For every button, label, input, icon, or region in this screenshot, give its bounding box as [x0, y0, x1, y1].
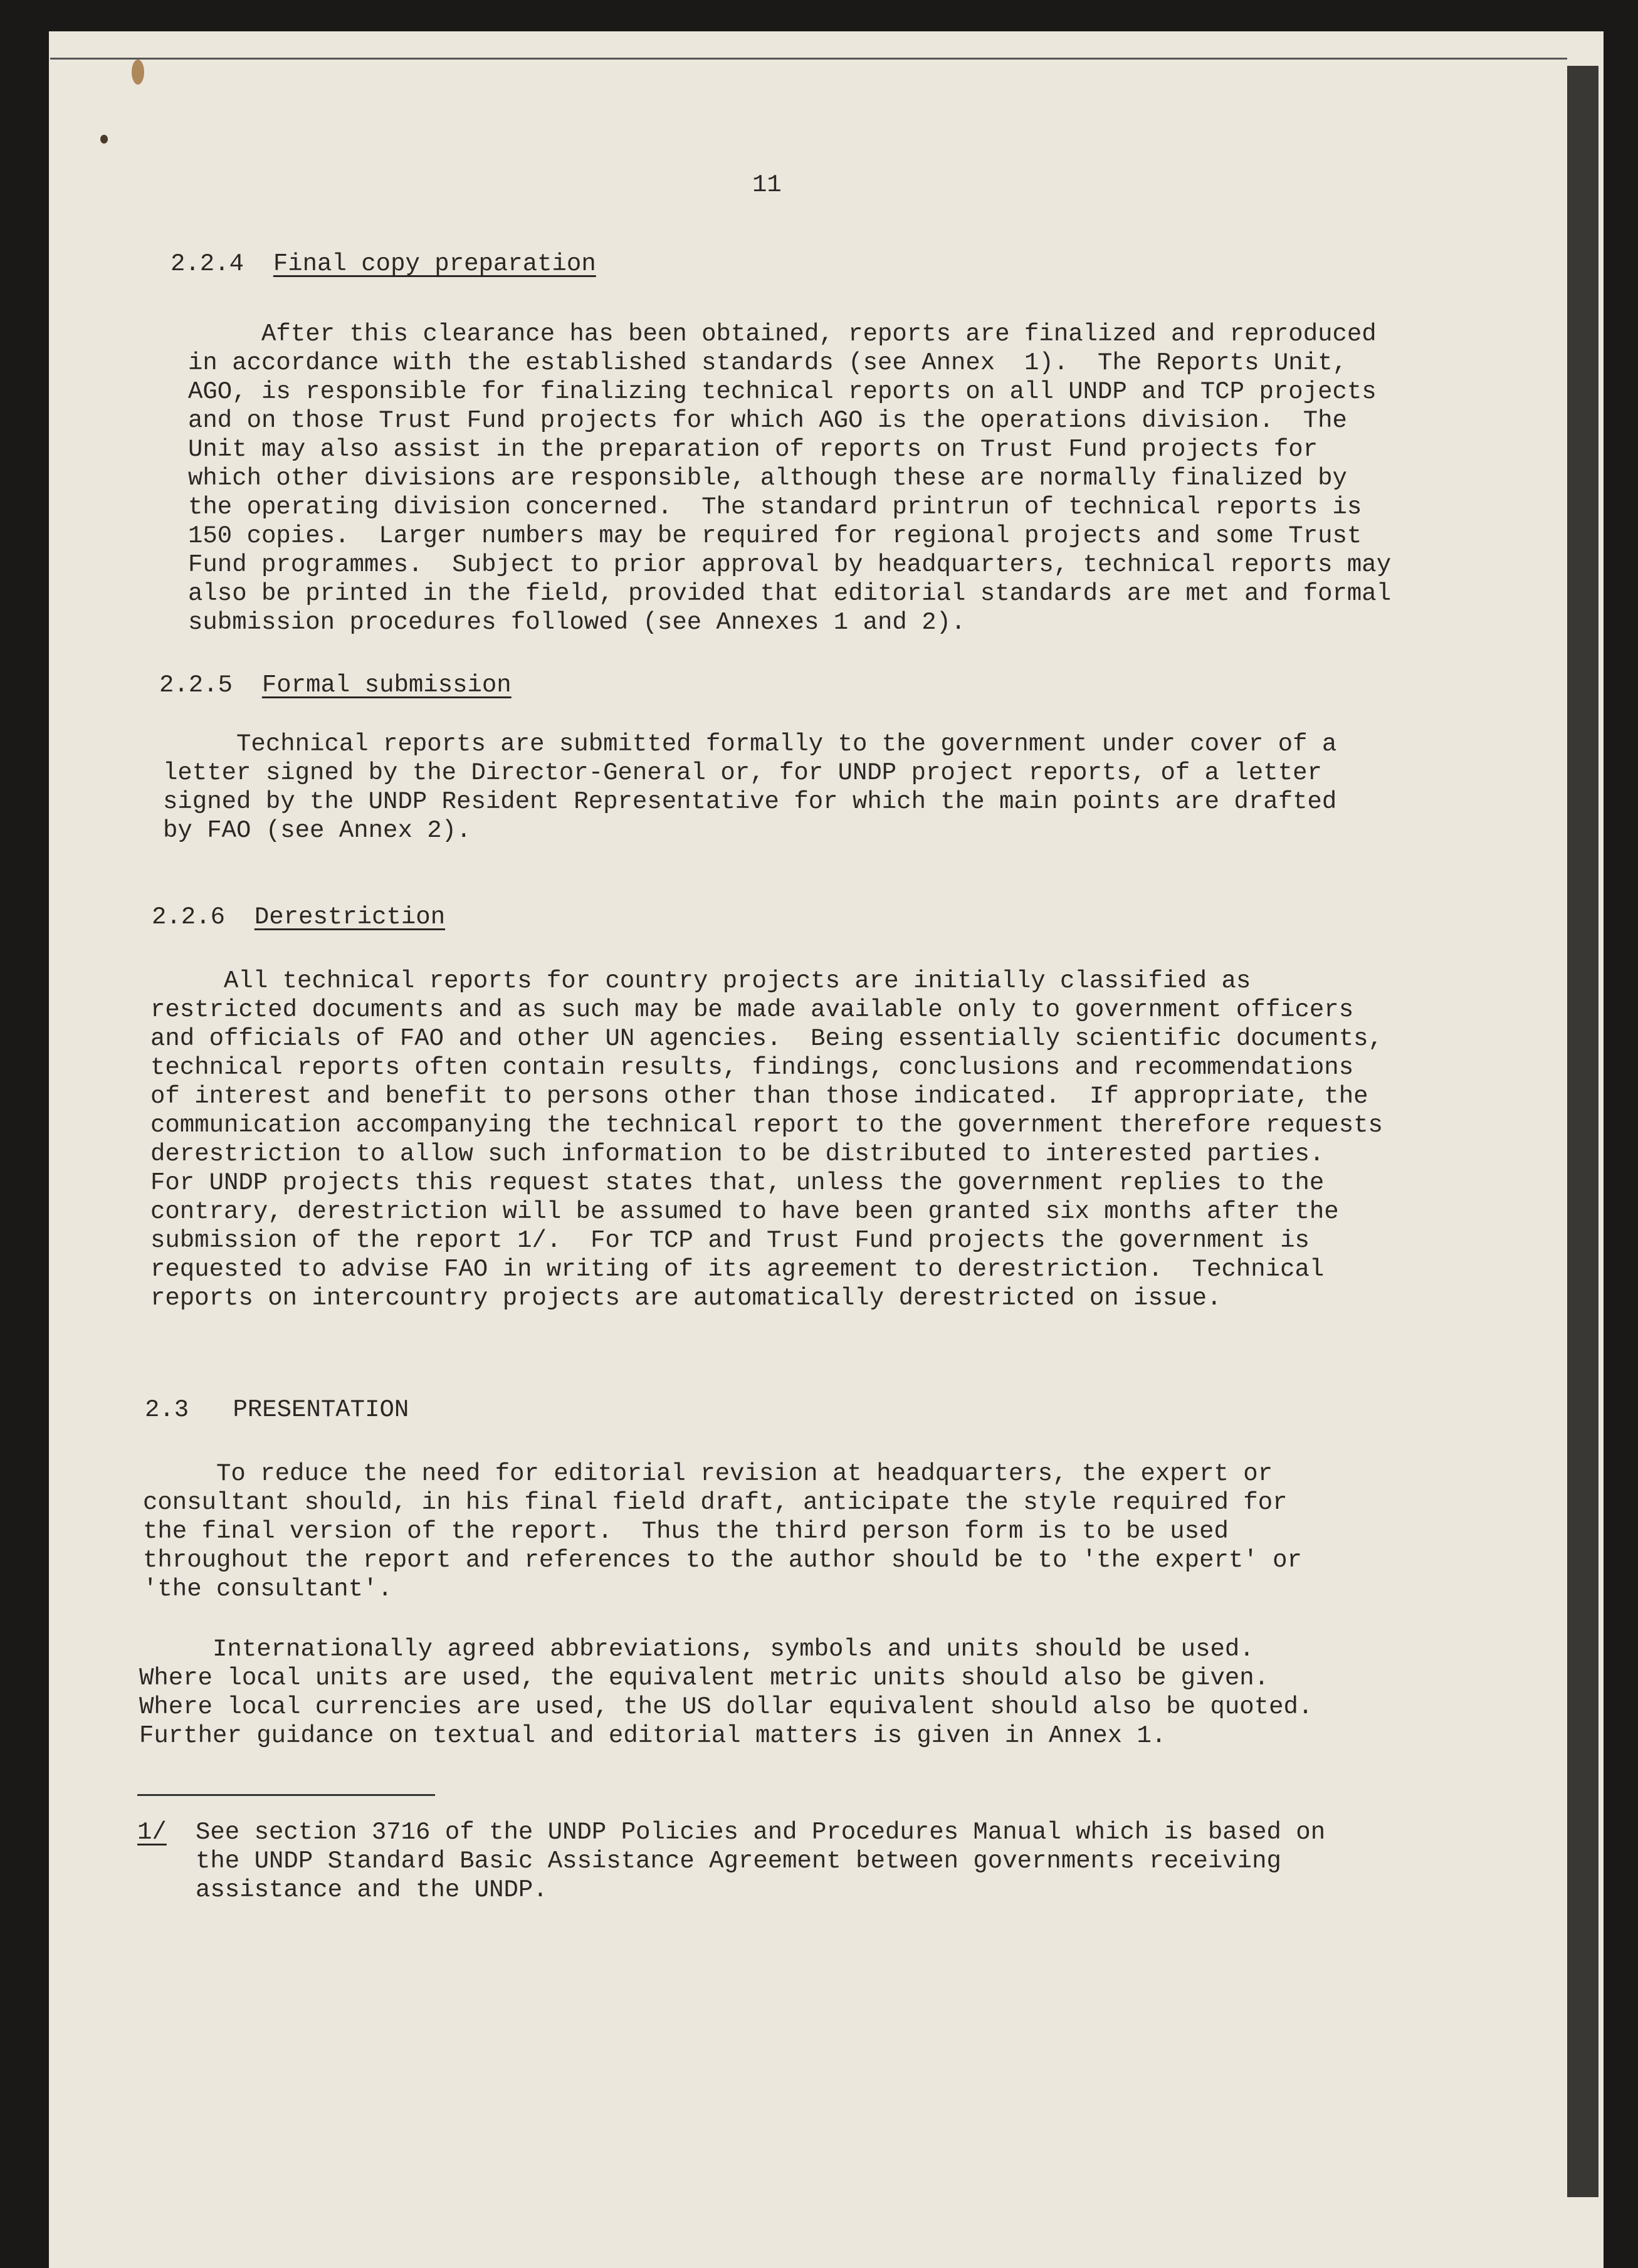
text-line: All technical reports for country projects are initially classified as	[150, 967, 1251, 995]
section-heading-2-2-5	[159, 671, 512, 700]
text-line: in accordance with the established standards (see Annex 1). The Reports Unit,	[188, 349, 1347, 377]
text-line: technical reports often contain results, findings, conclusions and recommendations	[150, 1054, 1354, 1081]
paragraph	[150, 967, 1383, 1313]
section-heading-2-2-6	[152, 903, 445, 932]
text-line: Where local units are used, the equivalent metric units should also be given.	[139, 1664, 1269, 1692]
text-line: assistance and the UNDP.	[196, 1876, 548, 1904]
text-line: the final version of the report. Thus the third person form is to be used	[143, 1518, 1229, 1545]
section-title: Final copy preparation	[273, 250, 596, 278]
text-line: contrary, derestriction will be assumed to have been granted six months after the	[150, 1198, 1339, 1226]
text-line: Unit may also assist in the preparation of reports on Trust Fund projects for	[188, 436, 1318, 463]
text-line: 150 copies. Larger numbers may be required for regional projects and some Trust	[188, 522, 1362, 550]
text-line: throughout the report and references to the author should be to 'the expert' or	[143, 1546, 1302, 1574]
text-line: For UNDP projects this request states that, unless the government replies to the	[150, 1169, 1325, 1197]
section-number: 2.2.4	[171, 250, 244, 278]
text-line: which other divisions are responsible, although these are normally finalized by	[188, 465, 1347, 492]
text-line: Technical reports are submitted formally to the government under cover of a	[163, 730, 1337, 758]
text-line: Further guidance on textual and editorial matters is given in Annex 1.	[139, 1722, 1167, 1750]
section-heading-2-2-4	[171, 249, 596, 278]
text-line: reports on intercountry projects are automatically derestricted on issue.	[150, 1284, 1222, 1312]
text-line: restricted documents and as such may be made available only to government officers	[150, 996, 1354, 1024]
text-line: the UNDP Standard Basic Assistance Agreement between governments receiving	[196, 1847, 1281, 1875]
text-line: the operating division concerned. The standard printrun of technical reports is	[188, 493, 1362, 521]
section-title: PRESENTATION	[233, 1396, 409, 1424]
text-line: To reduce the need for editorial revision at headquarters, the expert or	[143, 1460, 1273, 1488]
footnote-separator	[137, 1794, 435, 1796]
page-right-shadow	[1567, 66, 1599, 2197]
section-number: 2.2.6	[152, 903, 226, 931]
text-line: letter signed by the Director-General or, for UNDP project reports, of a letter	[163, 759, 1322, 787]
text-line: Where local currencies are used, the US dollar equivalent should also be quoted.	[139, 1693, 1313, 1721]
text-line: requested to advise FAO in writing of its agreement to derestriction. Technical	[150, 1256, 1325, 1283]
footnote-text	[196, 1818, 1325, 1904]
paragraph	[143, 1459, 1302, 1604]
text-line: submission of the report 1/. For TCP and Trust Fund projects the government is	[150, 1227, 1310, 1254]
text-line: AGO, is responsible for finalizing technical reports on all UNDP and TCP projects	[188, 378, 1377, 406]
staple-rust-mark	[132, 60, 144, 85]
text-line: and officials of FAO and other UN agencies. Being essentially scientific documents,	[150, 1025, 1383, 1053]
section-number: 2.2.5	[159, 671, 233, 699]
footnote-marker: 1/	[137, 1819, 167, 1846]
text-line: See section 3716 of the UNDP Policies and Procedures Manual which is based on	[196, 1819, 1326, 1846]
text-line: of interest and benefit to persons other than those indicated. If appropriate, the	[150, 1083, 1368, 1110]
text-line: Fund programmes. Subject to prior approval by headquarters, technical reports may	[188, 551, 1392, 579]
text-line: submission procedures followed (see Annexes 1 and 2).	[188, 609, 966, 636]
text-line: derestriction to allow such information to be distributed to interested parties.	[150, 1140, 1325, 1168]
text-line: and on those Trust Fund projects for which AGO is the operations division. The	[188, 407, 1347, 434]
text-line: also be printed in the field, provided that editorial standards are met and formal	[188, 580, 1392, 607]
text-line: 'the consultant'.	[143, 1575, 392, 1603]
text-line: consultant should, in his final field draft, anticipate the style required for	[143, 1489, 1288, 1516]
staple-hole-mark	[100, 135, 108, 144]
page-top-edge	[50, 58, 1567, 60]
paragraph	[163, 730, 1336, 845]
section-title: Derestriction	[254, 903, 446, 931]
text-line: signed by the UNDP Resident Representative for which the main points are drafted	[163, 788, 1337, 816]
text-line: communication accompanying the technical report to the government therefore requests	[150, 1111, 1383, 1139]
section-title: Formal submission	[261, 671, 512, 699]
section-heading-2-3	[145, 1395, 409, 1424]
paragraph	[139, 1635, 1313, 1750]
section-number: 2.3	[145, 1396, 189, 1424]
text-line: After this clearance has been obtained, reports are finalized and reproduced	[188, 320, 1377, 348]
text-line: by FAO (see Annex 2).	[163, 817, 471, 844]
text-line: Internationally agreed abbreviations, symbols and units should be used.	[139, 1635, 1254, 1663]
page-number: 11	[752, 171, 782, 199]
paragraph	[188, 320, 1391, 637]
